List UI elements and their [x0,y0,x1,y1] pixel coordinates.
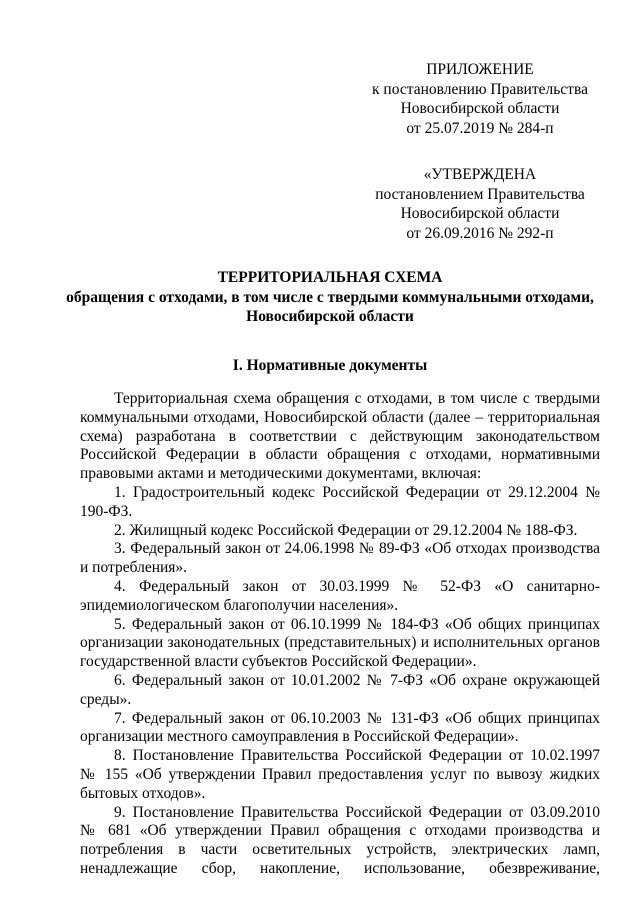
approved-line: Новосибирской области [400,205,560,222]
list-item: 6. Федеральный закон от 10.01.2002 № 7-ФЗ «Об охране окружающей среды». [80,671,600,708]
appendix-line: Новосибирской области [400,100,560,117]
list-item: 8. Постановление Правительства Российской Федерации от 10.02.1997 № 155 «Об утверждении Правил предоставления услуг по вывозу жидких бытовых отходов». [80,747,600,802]
title-line-3: Новосибирской области [246,308,414,325]
list-item: 2. Жилищный кодекс Российской Федерации от 29.12.2004 № 188-ФЗ. [114,521,578,539]
appendix-line: ПРИЛОЖЕНИЕ [426,61,534,78]
document-body [80,390,600,879]
approved-line: постановлением Правительства [375,185,585,203]
list-item: 9. Постановление Правительства Российской Федерации от 03.09.2010 № 681 «Об утверждении Правил обращения с отходами производства и потребления в части осветительных устройств, электрических ламп, ненадлежащие сбор, накопление, использование, обезвреживание, [80,803,600,877]
appendix-header [360,60,600,138]
appendix-line: к постановлению Правительства [372,80,588,98]
approval-stamp-block [360,165,600,243]
list-item: 3. Федеральный закон от 24.06.1998 № 89-ФЗ «Об отходах производства и потребления». [80,540,600,577]
title-line-1: ТЕРРИТОРИАЛЬНАЯ СХЕМА [217,269,443,286]
list-item: 5. Федеральный закон от 06.10.1999 № 184-ФЗ «Об общих принципах организации законодательных (представительных) и исполнительных органов государственной власти субъектов Российской Федерации». [80,615,600,671]
approved-line: от 26.09.2016 № 292-п [406,224,554,242]
section-heading: I. Нормативные документы [232,357,428,374]
list-item: 4. Федеральный закон от 30.03.1999 № 52-ФЗ «О санитарно-эпидемиологическом благополучии населения». [80,577,600,614]
intro-paragraph: Территориальная схема обращения с отходами, в том числе с твердыми коммунальными отходами, Новосибирской области (далее – территориальная схема) разработана в соответствии с действующим законодательством Российской Федерации в области обращения с отходами, нормативными правовыми актами и методическими документами, включая: [80,390,600,483]
list-item: 7. Федеральный закон от 06.10.2003 № 131-ФЗ «Об общих принципах организации местного самоуправления в Российской Федерации». [80,709,600,746]
document-title [60,268,600,327]
list-item: 1. Градостроительный кодекс Российской Федерации от 29.12.2004 № 190-ФЗ. [80,483,600,520]
approved-line: «УТВЕРЖДЕНА [423,166,537,183]
title-line-2: обращения с отходами, в том числе с твердыми коммунальными отходами, [66,288,594,306]
appendix-line: от 25.07.2019 № 284-п [406,119,554,137]
